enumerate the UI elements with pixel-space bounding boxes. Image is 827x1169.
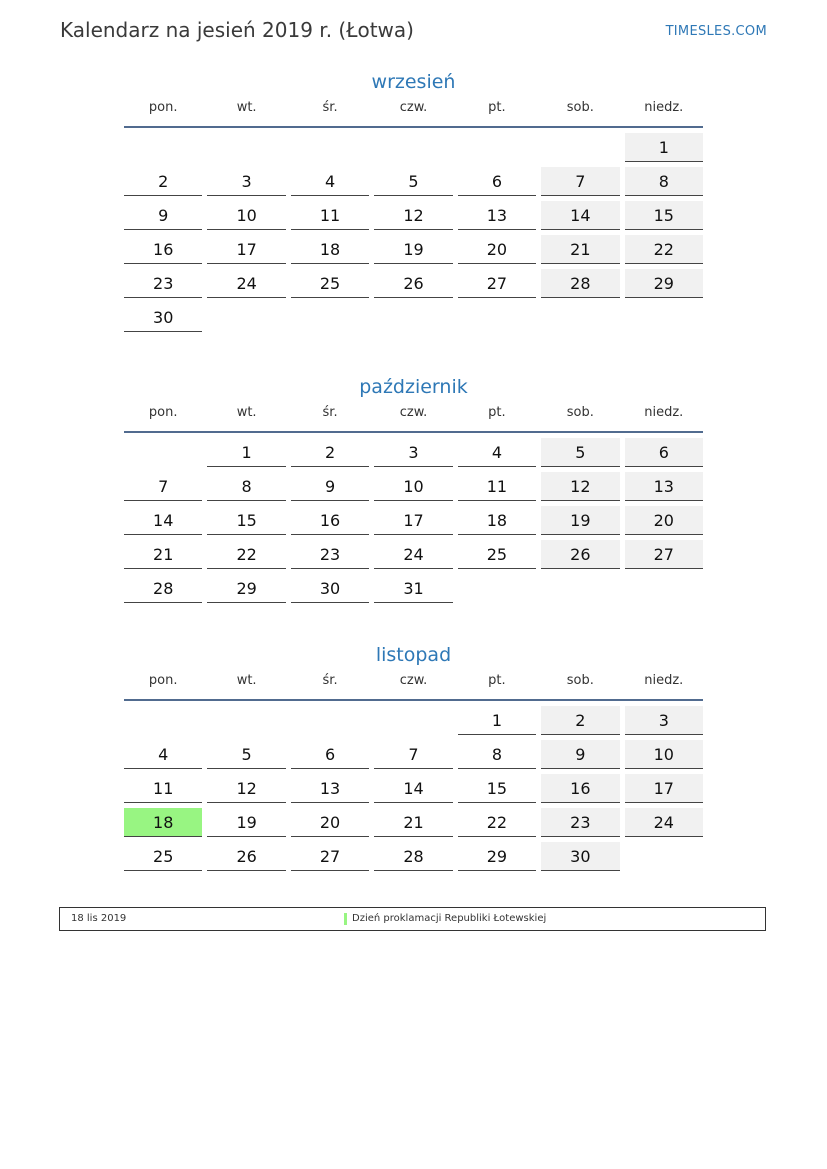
brand-link[interactable]: TIMESLES.COM [665, 24, 767, 39]
weekday-label: śr. [322, 405, 338, 420]
weekday-label: sob. [566, 405, 594, 420]
day-cell: 8 [625, 167, 703, 196]
day-cell: 17 [207, 235, 285, 264]
weekday-header [124, 405, 703, 431]
day-cell: 3 [207, 167, 285, 196]
day-cell: 9 [291, 472, 369, 501]
day-cell: 21 [124, 540, 202, 569]
page-title: Kalendarz na jesień 2019 r. (Łotwa) [60, 18, 414, 42]
weekday-label: sob. [566, 100, 594, 115]
day-cell: 7 [124, 472, 202, 501]
day-cell: 4 [124, 740, 202, 769]
day-cell: 4 [458, 438, 536, 467]
day-cell: 3 [625, 706, 703, 735]
day-cell: 30 [291, 574, 369, 603]
day-cell: 3 [374, 438, 452, 467]
weekday-label: pon. [148, 405, 178, 420]
day-cell: 23 [291, 540, 369, 569]
day-cell: 1 [458, 706, 536, 735]
day-cell: 27 [291, 842, 369, 871]
day-cell: 17 [625, 774, 703, 803]
day-cell: 20 [625, 506, 703, 535]
day-cell: 10 [374, 472, 452, 501]
header-divider [124, 699, 703, 701]
day-cell: 11 [291, 201, 369, 230]
day-cell: 2 [291, 438, 369, 467]
day-cell: 15 [458, 774, 536, 803]
month-october [124, 373, 703, 603]
weekday-label: czw. [399, 100, 428, 115]
weekday-label: wt. [236, 100, 257, 115]
weekday-label: sob. [566, 673, 594, 688]
day-cell: 29 [458, 842, 536, 871]
empty-cell [124, 706, 202, 735]
day-cell: 19 [541, 506, 619, 535]
day-cell: 15 [207, 506, 285, 535]
weekday-label: wt. [236, 673, 257, 688]
day-cell: 23 [124, 269, 202, 298]
month-september [124, 68, 703, 332]
day-cell: 11 [124, 774, 202, 803]
day-cell: 16 [291, 506, 369, 535]
month-title: październik [359, 376, 468, 398]
weekday-header [124, 673, 703, 699]
day-cell: 11 [458, 472, 536, 501]
day-cell: 30 [124, 303, 202, 332]
day-cell: 18 [124, 808, 202, 837]
day-cell: 21 [374, 808, 452, 837]
weekday-label: niedz. [644, 100, 684, 115]
day-cell: 24 [207, 269, 285, 298]
day-cell: 29 [207, 574, 285, 603]
day-cell: 22 [458, 808, 536, 837]
header-divider [124, 126, 703, 128]
holiday-color-marker [344, 913, 347, 925]
month-november [124, 641, 703, 871]
day-cell: 29 [625, 269, 703, 298]
weekday-label: pt. [488, 405, 506, 420]
day-cell: 20 [291, 808, 369, 837]
legend-date: 18 lis 2019 [71, 913, 127, 924]
day-cell: 13 [458, 201, 536, 230]
day-cell: 16 [541, 774, 619, 803]
day-cell: 18 [458, 506, 536, 535]
day-cell: 8 [458, 740, 536, 769]
day-cell: 10 [625, 740, 703, 769]
day-cell: 5 [207, 740, 285, 769]
days-grid [124, 438, 703, 603]
day-cell: 30 [541, 842, 619, 871]
day-cell: 7 [541, 167, 619, 196]
day-cell: 6 [291, 740, 369, 769]
day-cell: 28 [124, 574, 202, 603]
empty-cell [291, 133, 369, 162]
day-cell: 21 [541, 235, 619, 264]
legend-holiday-name: Dzień proklamacji Republiki Łotewskiej [352, 913, 547, 924]
weekday-label: pt. [488, 673, 506, 688]
day-cell: 19 [207, 808, 285, 837]
day-cell: 6 [458, 167, 536, 196]
day-cell: 9 [541, 740, 619, 769]
day-cell: 31 [374, 574, 452, 603]
empty-cell [124, 438, 202, 467]
day-cell: 12 [374, 201, 452, 230]
empty-cell [291, 706, 369, 735]
weekday-label: pon. [148, 673, 178, 688]
weekday-label: śr. [322, 100, 338, 115]
day-cell: 28 [374, 842, 452, 871]
days-grid [124, 706, 703, 871]
day-cell: 14 [374, 774, 452, 803]
day-cell: 25 [124, 842, 202, 871]
day-cell: 25 [291, 269, 369, 298]
day-cell: 5 [374, 167, 452, 196]
empty-cell [458, 133, 536, 162]
month-title: wrzesień [371, 71, 456, 93]
empty-cell [374, 706, 452, 735]
day-cell: 20 [458, 235, 536, 264]
day-cell: 25 [458, 540, 536, 569]
day-cell: 4 [291, 167, 369, 196]
empty-cell [124, 133, 202, 162]
header-divider [124, 431, 703, 433]
weekday-label: pt. [488, 100, 506, 115]
month-title: listopad [375, 644, 452, 666]
empty-cell [541, 133, 619, 162]
day-cell: 5 [541, 438, 619, 467]
weekday-label: wt. [236, 405, 257, 420]
weekday-label: czw. [399, 405, 428, 420]
day-cell: 23 [541, 808, 619, 837]
day-cell: 28 [541, 269, 619, 298]
days-grid [124, 133, 703, 332]
day-cell: 2 [541, 706, 619, 735]
day-cell: 18 [291, 235, 369, 264]
weekday-label: niedz. [644, 405, 684, 420]
day-cell: 24 [374, 540, 452, 569]
day-cell: 8 [207, 472, 285, 501]
empty-cell [207, 133, 285, 162]
weekday-header [124, 100, 703, 126]
weekday-label: niedz. [644, 673, 684, 688]
day-cell: 15 [625, 201, 703, 230]
day-cell: 19 [374, 235, 452, 264]
holiday-legend [59, 907, 766, 931]
day-cell: 16 [124, 235, 202, 264]
empty-cell [207, 706, 285, 735]
empty-cell [374, 133, 452, 162]
day-cell: 12 [541, 472, 619, 501]
day-cell: 13 [625, 472, 703, 501]
day-cell: 26 [207, 842, 285, 871]
day-cell: 2 [124, 167, 202, 196]
day-cell: 13 [291, 774, 369, 803]
day-cell: 7 [374, 740, 452, 769]
day-cell: 14 [124, 506, 202, 535]
day-cell: 26 [541, 540, 619, 569]
day-cell: 1 [625, 133, 703, 162]
day-cell: 27 [625, 540, 703, 569]
day-cell: 22 [207, 540, 285, 569]
day-cell: 12 [207, 774, 285, 803]
day-cell: 26 [374, 269, 452, 298]
day-cell: 10 [207, 201, 285, 230]
day-cell: 17 [374, 506, 452, 535]
weekday-label: czw. [399, 673, 428, 688]
weekday-label: śr. [322, 673, 338, 688]
day-cell: 14 [541, 201, 619, 230]
day-cell: 6 [625, 438, 703, 467]
day-cell: 1 [207, 438, 285, 467]
weekday-label: pon. [148, 100, 178, 115]
day-cell: 27 [458, 269, 536, 298]
day-cell: 24 [625, 808, 703, 837]
day-cell: 9 [124, 201, 202, 230]
day-cell: 22 [625, 235, 703, 264]
